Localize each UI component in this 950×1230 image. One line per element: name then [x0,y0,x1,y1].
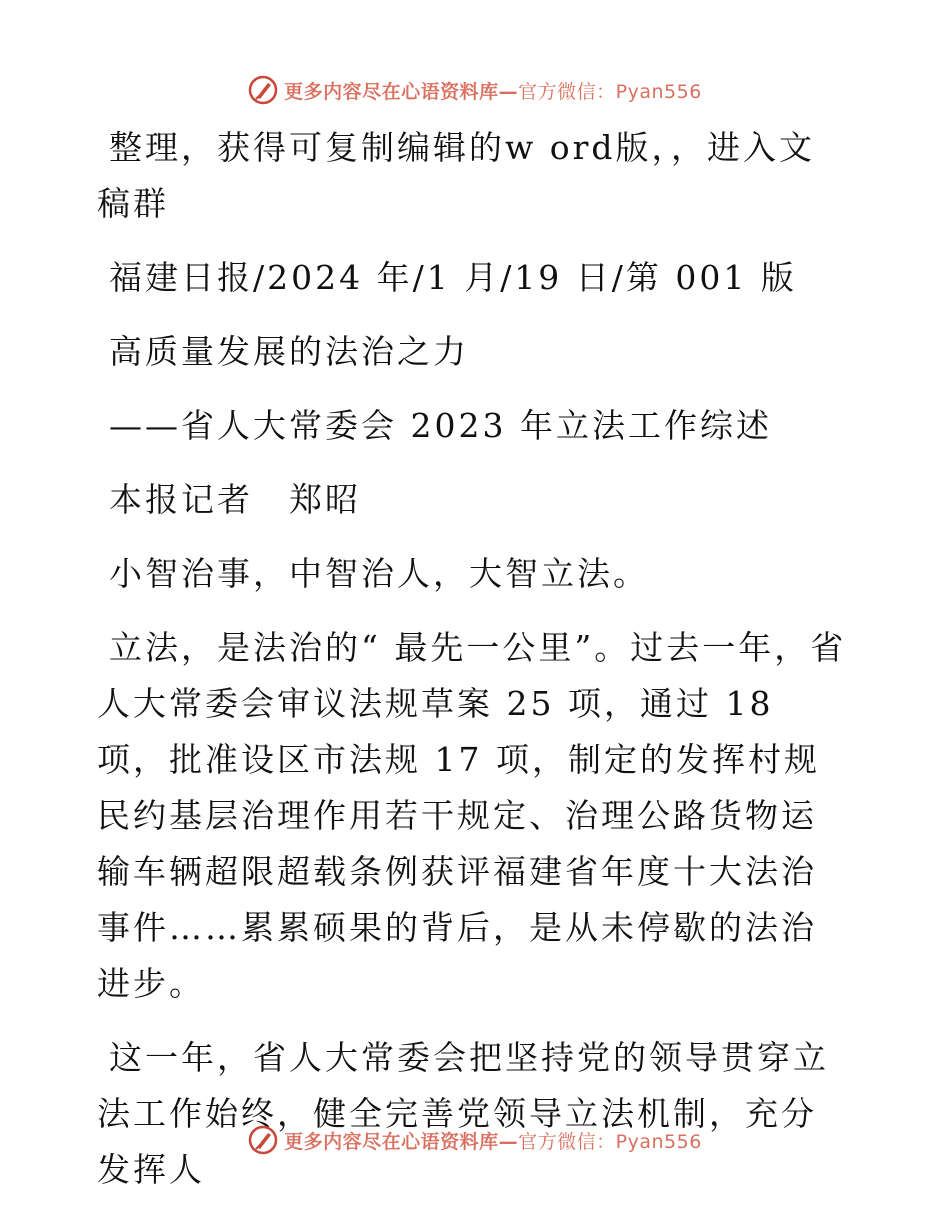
paragraph-source: 福建日报/2024 年/1 月/19 日/第 001 版 [109,258,797,297]
header-watermark [0,70,950,110]
quill-pen-circle-icon [248,75,278,105]
paragraph: 立法，是法治的“ 最先一公里”。过去一年，省人大常委会审议法规草案 25 项，通过 18 项，批准设区市法规 17 项，制定的发挥村规民约基层治理作用若干规定、治理公路货物运输车辆超限超载条例获评福建省年度十大法治事件……累累硕果的背后，是从未停歇的法治进步。 [97,628,847,1003]
paragraph: 整理，获得可复制编辑的w ord版，，进入文稿群 [97,128,816,223]
article-subtitle: ——省人大常委会 2023 年立法工作综述 [109,406,772,445]
quill-pen-circle-icon [248,1125,278,1155]
watermark-text: 更多内容尽在心语资料库—官方微信：Pyan556 [284,1130,702,1153]
watermark-text: 更多内容尽在心语资料库—官方微信：Pyan556 [284,80,702,103]
paragraph: 小智治事，中智治人，大智立法。 [109,554,649,593]
article-title: 高质量发展的法治之力 [109,332,469,371]
paragraph: 这一年，省人大常委会把坚持党的领导贯穿立法工作始终，健全完善党领导立法机制，充分发挥人 [97,1038,829,1189]
document-body [97,120,849,1216]
footer-watermark [0,1120,950,1160]
article-byline: 本报记者 郑昭 [109,480,361,519]
